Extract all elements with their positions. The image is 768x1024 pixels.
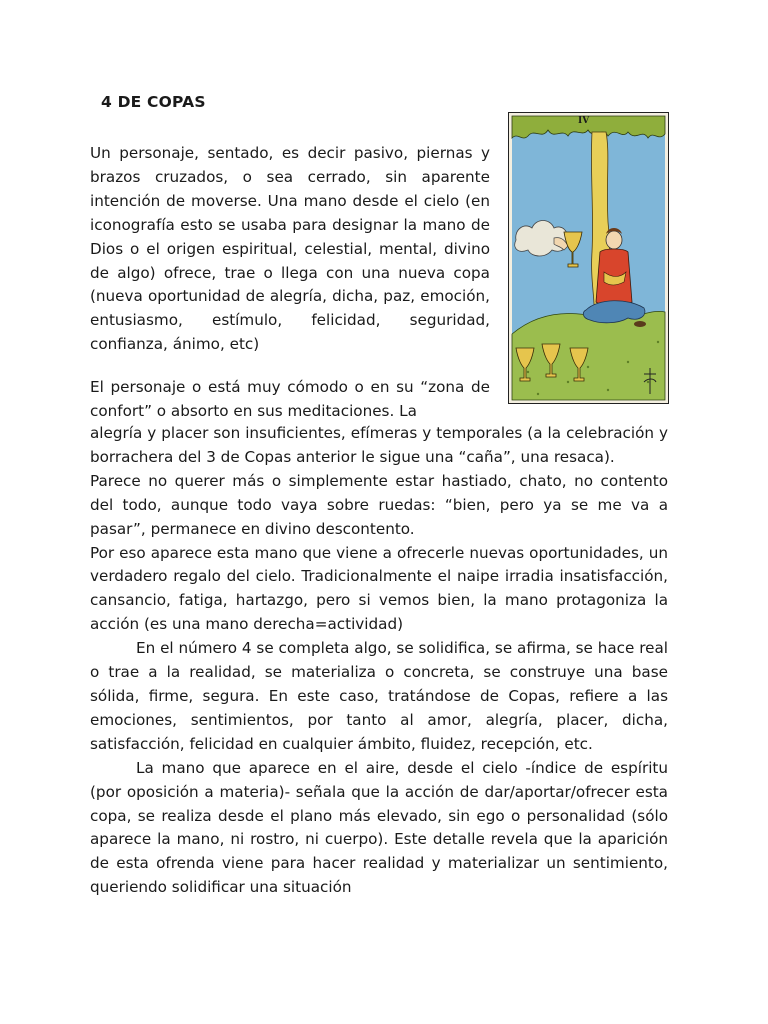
paragraph-5: En el número 4 se completa algo, se solidifica, se afirma, se hace real o trae a la realidad, se materializa o concreta, se construye una base sólida, firme, segura. En este caso, tratándose de Copas, refiere a las emociones, sentimientos, por tanto al amor, alegría, placer, dicha, satisfacción, felicidad en cualquier ámbito, fluidez, recepción, etc. <box>90 639 668 753</box>
paragraph-1: Un personaje, sentado, es decir pasivo, piernas y brazos cruzados, o sea cerrado, sin aparente intención de moverse. Una mano desde el cielo (en iconografía esto se usaba para designar la mano de Dios o el origen espiritual, celestial, mental, divino de algo) ofrece, trae o llega con una nueva copa (nueva oportunidad de alegría, dicha, paz, emoción, entusiasmo, estímulo, felicidad, seguridad, confianza, ánimo, etc) <box>90 144 490 354</box>
paragraph-4: Por eso aparece esta mano que viene a ofrecerle nuevas oportunidades, un verdadero regalo del cielo. Tradicionalmente el naipe irradia insatisfacción, cansancio, fatiga, hartazgo, pero si vemos bien, la mano protagoniza la acción (es una mano derecha=actividad) <box>90 543 668 634</box>
paragraph-intro <box>90 142 490 357</box>
paragraph-3: Parece no querer más o simplemente estar hastiado, chato, no contento del todo, aunque todo vaya sobre ruedas: “bien, pero ya se me va a pasar”, permanece en divino descontento. <box>90 471 668 538</box>
paragraph-comfort-start <box>90 376 490 424</box>
tarot-card-image <box>508 112 669 404</box>
paragraph-2-start: El personaje o está muy cómodo o en su “zona de confort” o absorto en sus meditaciones. La <box>90 378 490 420</box>
paragraph-2-end: alegría y placer son insuficientes, efímeras y temporales (a la celebración y borrachera del 3 de Copas anterior le sigue una “caña”, una resaca). <box>90 424 668 466</box>
body-text <box>90 422 668 900</box>
paragraph-6: La mano que aparece en el aire, desde el cielo -índice de espíritu (por oposición a materia)- señala que la acción de dar/aportar/ofrecer esta copa, se realiza desde el plano más elevado, sin ego o personalidad (sólo aparece la mano, ni rostro, ni cuerpo). Este detalle revela que la aparición de esta ofrenda viene para hacer realidad y materializar un sentimiento, queriendo solidificar una situación <box>90 758 668 897</box>
card-numeral: IV <box>578 116 590 126</box>
card-figure-head <box>606 231 622 249</box>
page-title: 4 DE COPAS <box>101 93 206 111</box>
